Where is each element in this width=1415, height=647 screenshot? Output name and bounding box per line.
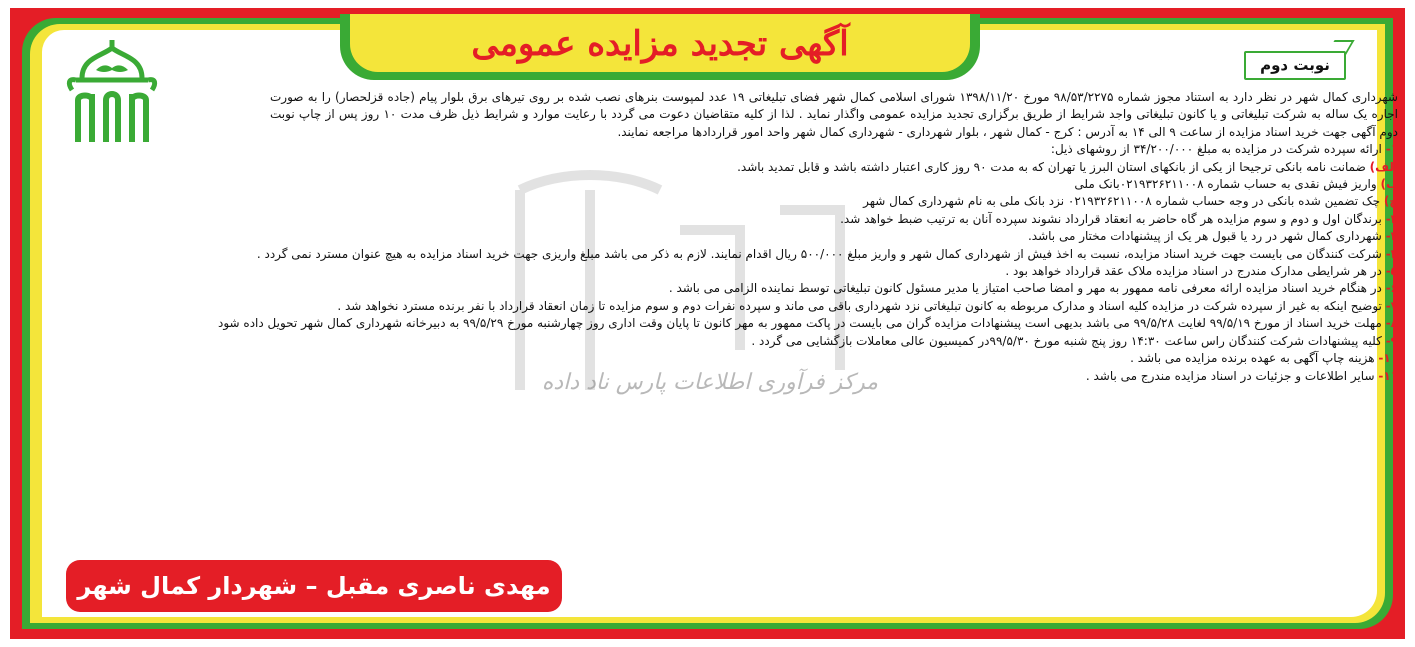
notice-body bbox=[54, 89, 1398, 385]
condition-text: توضیح اینکه به غیر از سپرده شرکت در مزایده کلیه اسناد و مدارک مربوطه به کانون تبلیغاتی نزد شهرداری باقی می ماند و سپرده نفرات دوم و سوم مزایده تا زمان انعقاد قرارداد با نفر برنده مسترد نخواهد شد . bbox=[337, 298, 1382, 313]
condition-label: ۴- bbox=[1385, 246, 1398, 261]
condition-text: هزینه چاپ آگهی به عهده برنده مزایده می باشد . bbox=[1130, 351, 1375, 366]
condition-label: ۵- bbox=[1385, 264, 1398, 279]
condition-item bbox=[54, 315, 1398, 332]
condition-label: ۲- bbox=[1385, 211, 1398, 226]
condition-text: مهلت خرید اسناد از مورخ ۹۹/۵/۱۹ لغایت ۹۹/۵/۲۸ می باشد بدیهی است پیشنهادات مزایده گران می بایست در پاکت ممهور به مهر کانون تا پایان وقت اداری روز چهارشنبه مورخ ۹۹/۵/۲۹ به دبیرخانه شهرداری کمال شهر تحویل داده شود bbox=[218, 316, 1382, 331]
condition-text: ارائه سپرده شرکت در مزایده به مبلغ ۳۴/۲۰۰/۰۰۰ از روشهای ذیل: bbox=[1050, 142, 1382, 157]
condition-item bbox=[54, 368, 1398, 385]
condition-label: ۱- bbox=[1385, 142, 1398, 157]
condition-text: شهرداری کمال شهر در رد یا قبول هر یک از پیشنهادات مختار می باشد. bbox=[1027, 229, 1382, 244]
condition-text: برندگان اول و دوم و سوم مزایده هر گاه حاضر به انعقاد قرارداد نشوند سپرده آنان به ترتیب ضبط خواهد شد. bbox=[840, 211, 1382, 226]
condition-item bbox=[54, 298, 1398, 315]
condition-text: واریز فیش نقدی به حساب شماره ۰۲۱۹۳۲۶۲۱۱۰۰۸بانک ملی bbox=[1074, 177, 1377, 192]
condition-item bbox=[54, 193, 1398, 210]
condition-text: در هنگام خرید اسناد مزایده ارائه معرفی نامه ممهور به مهر و امضا صاحب امتیاز یا مدیر مسئول کانون تبلیغاتی توسط نماینده الزامی می باشد . bbox=[668, 281, 1382, 296]
condition-label: ۱۱- bbox=[1378, 368, 1398, 383]
condition-item bbox=[54, 141, 1398, 158]
intro-paragraph: شهرداری کمال شهر در نظر دارد به استناد مجوز شماره ۹۸/۵۳/۲۲۷۵ مورخ ۱۳۹۸/۱۱/۲۰ شورای اسلامی کمال شهر فضای تبلیغاتی ۱۹ عدد لمپوست بنرهای نصب شده بر روی تیرهای برق بلوار پیام (جاده قزلحصار) را به صورت اجاره یک ساله به شرکت تبلیغاتی و یا کانون تبلیغاتی واجد شرایط از طریق برگزاری تجدید مزایده عمومی واگذار نماید . لذا از کلیه متقاضیان دعوت می گردد با رعایت موارد و شرایط ذیل ظرف مدت ۱۰ روز پس از چاپ نوبت دوم آگهی جهت خرید اسناد مزایده از ساعت ۹ الی ۱۴ به آدرس : کرج - کمال شهر ، بلوار شهرداری - شهرداری کمال شهر واحد امور قراردادها مراجعه نمایند. bbox=[270, 90, 1398, 139]
condition-label: ج) bbox=[1383, 194, 1398, 209]
notice-title: آگهی تجدید مزایده عمومی bbox=[471, 24, 849, 64]
condition-item bbox=[54, 176, 1398, 193]
condition-label: الف) bbox=[1369, 159, 1398, 174]
condition-label: ب) bbox=[1380, 177, 1398, 192]
condition-item bbox=[54, 263, 1398, 280]
condition-item bbox=[54, 211, 1398, 228]
watermark-text: مرکز فرآوری اطلاعات پارس ناد داده bbox=[541, 370, 879, 395]
condition-text: در هر شرایطی مدارک مندرج در اسناد مزایده ملاک عقد قرارداد خواهد بود . bbox=[1005, 264, 1382, 279]
condition-text: ضمانت نامه بانکی ترجیحا از یکی از بانکهای استان البرز یا تهران که به مدت ۹۰ روز کاری اعتبار داشته باشد و قابل تمدید باشد. bbox=[737, 159, 1366, 174]
condition-item bbox=[54, 246, 1398, 263]
condition-item bbox=[54, 159, 1398, 176]
signature-text: مهدی ناصری مقبل – شهردار کمال شهر bbox=[77, 572, 551, 600]
condition-label: ۱۰- bbox=[1378, 351, 1398, 366]
condition-text: کلیه پیشنهادات شرکت کنندگان راس ساعت ۱۴:۳۰ روز پنج شنبه مورخ ۹۹/۵/۳۰در کمیسیون عالی معاملات بازگشایی می گردد . bbox=[751, 333, 1382, 348]
signature-box bbox=[66, 560, 562, 612]
condition-label: ۹- bbox=[1385, 333, 1398, 348]
condition-label: ۷- bbox=[1385, 298, 1398, 313]
badge-label: نوبت دوم bbox=[1260, 56, 1330, 74]
condition-label: ۳- bbox=[1385, 229, 1398, 244]
condition-label: ۶- bbox=[1385, 281, 1398, 296]
conditions-list bbox=[54, 141, 1398, 385]
condition-text: شرکت کنندگان می بایست جهت خرید اسناد مزایده، نسبت به اخذ فیش از شهرداری کمال شهر و واریز مبلغ ۵۰۰/۰۰۰ ریال اقدام نمایند. لازم به ذکر می باشد مبلغ واریزی جهت خرید اسناد مزایده به هیچ عنوان مسترد نمی گردد . bbox=[256, 246, 1382, 261]
second-round-badge bbox=[1244, 51, 1346, 80]
condition-item bbox=[54, 280, 1398, 297]
condition-text: سایر اطلاعات و جزئیات در اسناد مزایده مندرج می باشد . bbox=[1085, 368, 1375, 383]
condition-item bbox=[54, 333, 1398, 350]
condition-item bbox=[54, 228, 1398, 245]
condition-text: چک تضمین شده بانکی در وجه حساب شماره ۰۲۱۹۳۲۶۲۱۱۰۰۸ نزد بانک ملی به نام شهرداری کمال شهر bbox=[863, 194, 1381, 209]
condition-item bbox=[54, 350, 1398, 367]
condition-label: ۸- bbox=[1385, 316, 1398, 331]
